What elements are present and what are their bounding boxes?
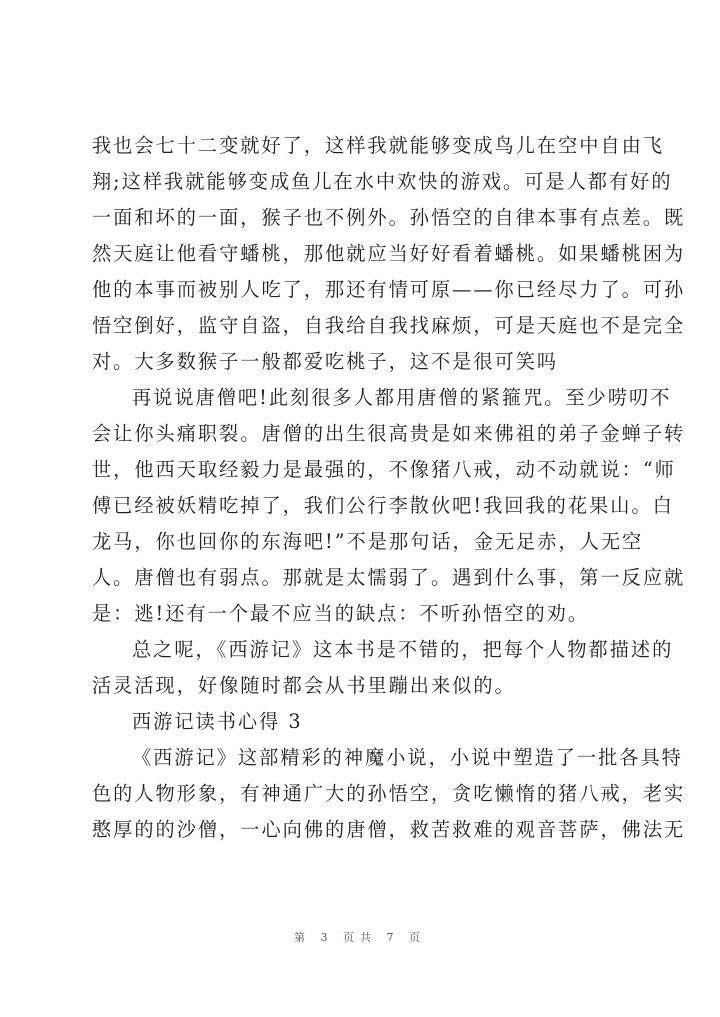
- text-line: 色的人物形象，有神通广大的孙悟空，贪吃懒惰的猪八戒，老实: [92, 782, 686, 805]
- page-number-footer: 第 3 页共 7 页: [294, 931, 426, 944]
- text-line: 《西游记》这部精彩的神魔小说，小说中塑造了一批各具特: [132, 746, 683, 769]
- text-line: 人。唐僧也有弱点。那就是太懦弱了。遇到什么事，第一反应就: [92, 566, 686, 589]
- heading-line: 西游记读书心得 3: [132, 710, 303, 733]
- text-line: 我也会七十二变就好了，这样我就能够变成鸟儿在空中自由飞: [92, 134, 665, 157]
- paragraph: [92, 128, 686, 380]
- text-line: 悟空倒好，监守自盗，自我给自我找麻烦，可是天庭也不是完全: [92, 314, 686, 337]
- text-line: 翔;这样我就能够变成鱼儿在水中欢快的游戏。可是人都有好的: [92, 170, 673, 193]
- text-line: 会让你头痛职裂。唐僧的出生很高贵是如来佛祖的弟子金蝉子转: [92, 422, 686, 445]
- body-text: [92, 128, 686, 848]
- text-line: 傅已经被妖精吃掉了，我们公行李散伙吧!我回我的花果山。白: [92, 494, 674, 517]
- text-line: 世，他西天取经毅力是最强的，不像猪八戒，动不动就说：“师: [92, 458, 676, 481]
- paragraph: [92, 632, 674, 704]
- text-line: 憨厚的的沙僧，一心向佛的唐僧，救苦救难的观音菩萨，佛法无: [92, 818, 686, 841]
- section-heading: [92, 704, 632, 740]
- text-line: 一面和坏的一面，猴子也不例外。孙悟空的自律本事有点差。既: [92, 206, 686, 229]
- text-line: 总之呢，《西游记》这本书是不错的，把每个人物都描述的: [132, 638, 674, 661]
- text-line: 他的本事而被别人吃了，那还有情可原——你已经尽力了。可孙: [92, 278, 686, 301]
- paragraph: [92, 380, 686, 632]
- text-line: 龙马，你也回你的东海吧!”不是那句话，金无足赤，人无空: [92, 530, 644, 553]
- text-line: 是：逃!还有一个最不应当的缺点：不听孙悟空的劝。: [92, 602, 590, 625]
- text-line: 对。大多数猴子一般都爱吃桃子，这不是很可笑吗: [92, 350, 559, 373]
- paragraph: [92, 740, 686, 848]
- text-line: 然天庭让他看守蟠桃，那他就应当好好看着蟠桃。如果蟠桃困为: [92, 242, 686, 265]
- text-line: 活灵活现，好像随时都会从书里蹦出来似的。: [92, 674, 516, 697]
- text-line: 再说说唐僧吧!此刻很多人都用唐僧的紧箍咒。至少唠叨不: [132, 386, 672, 409]
